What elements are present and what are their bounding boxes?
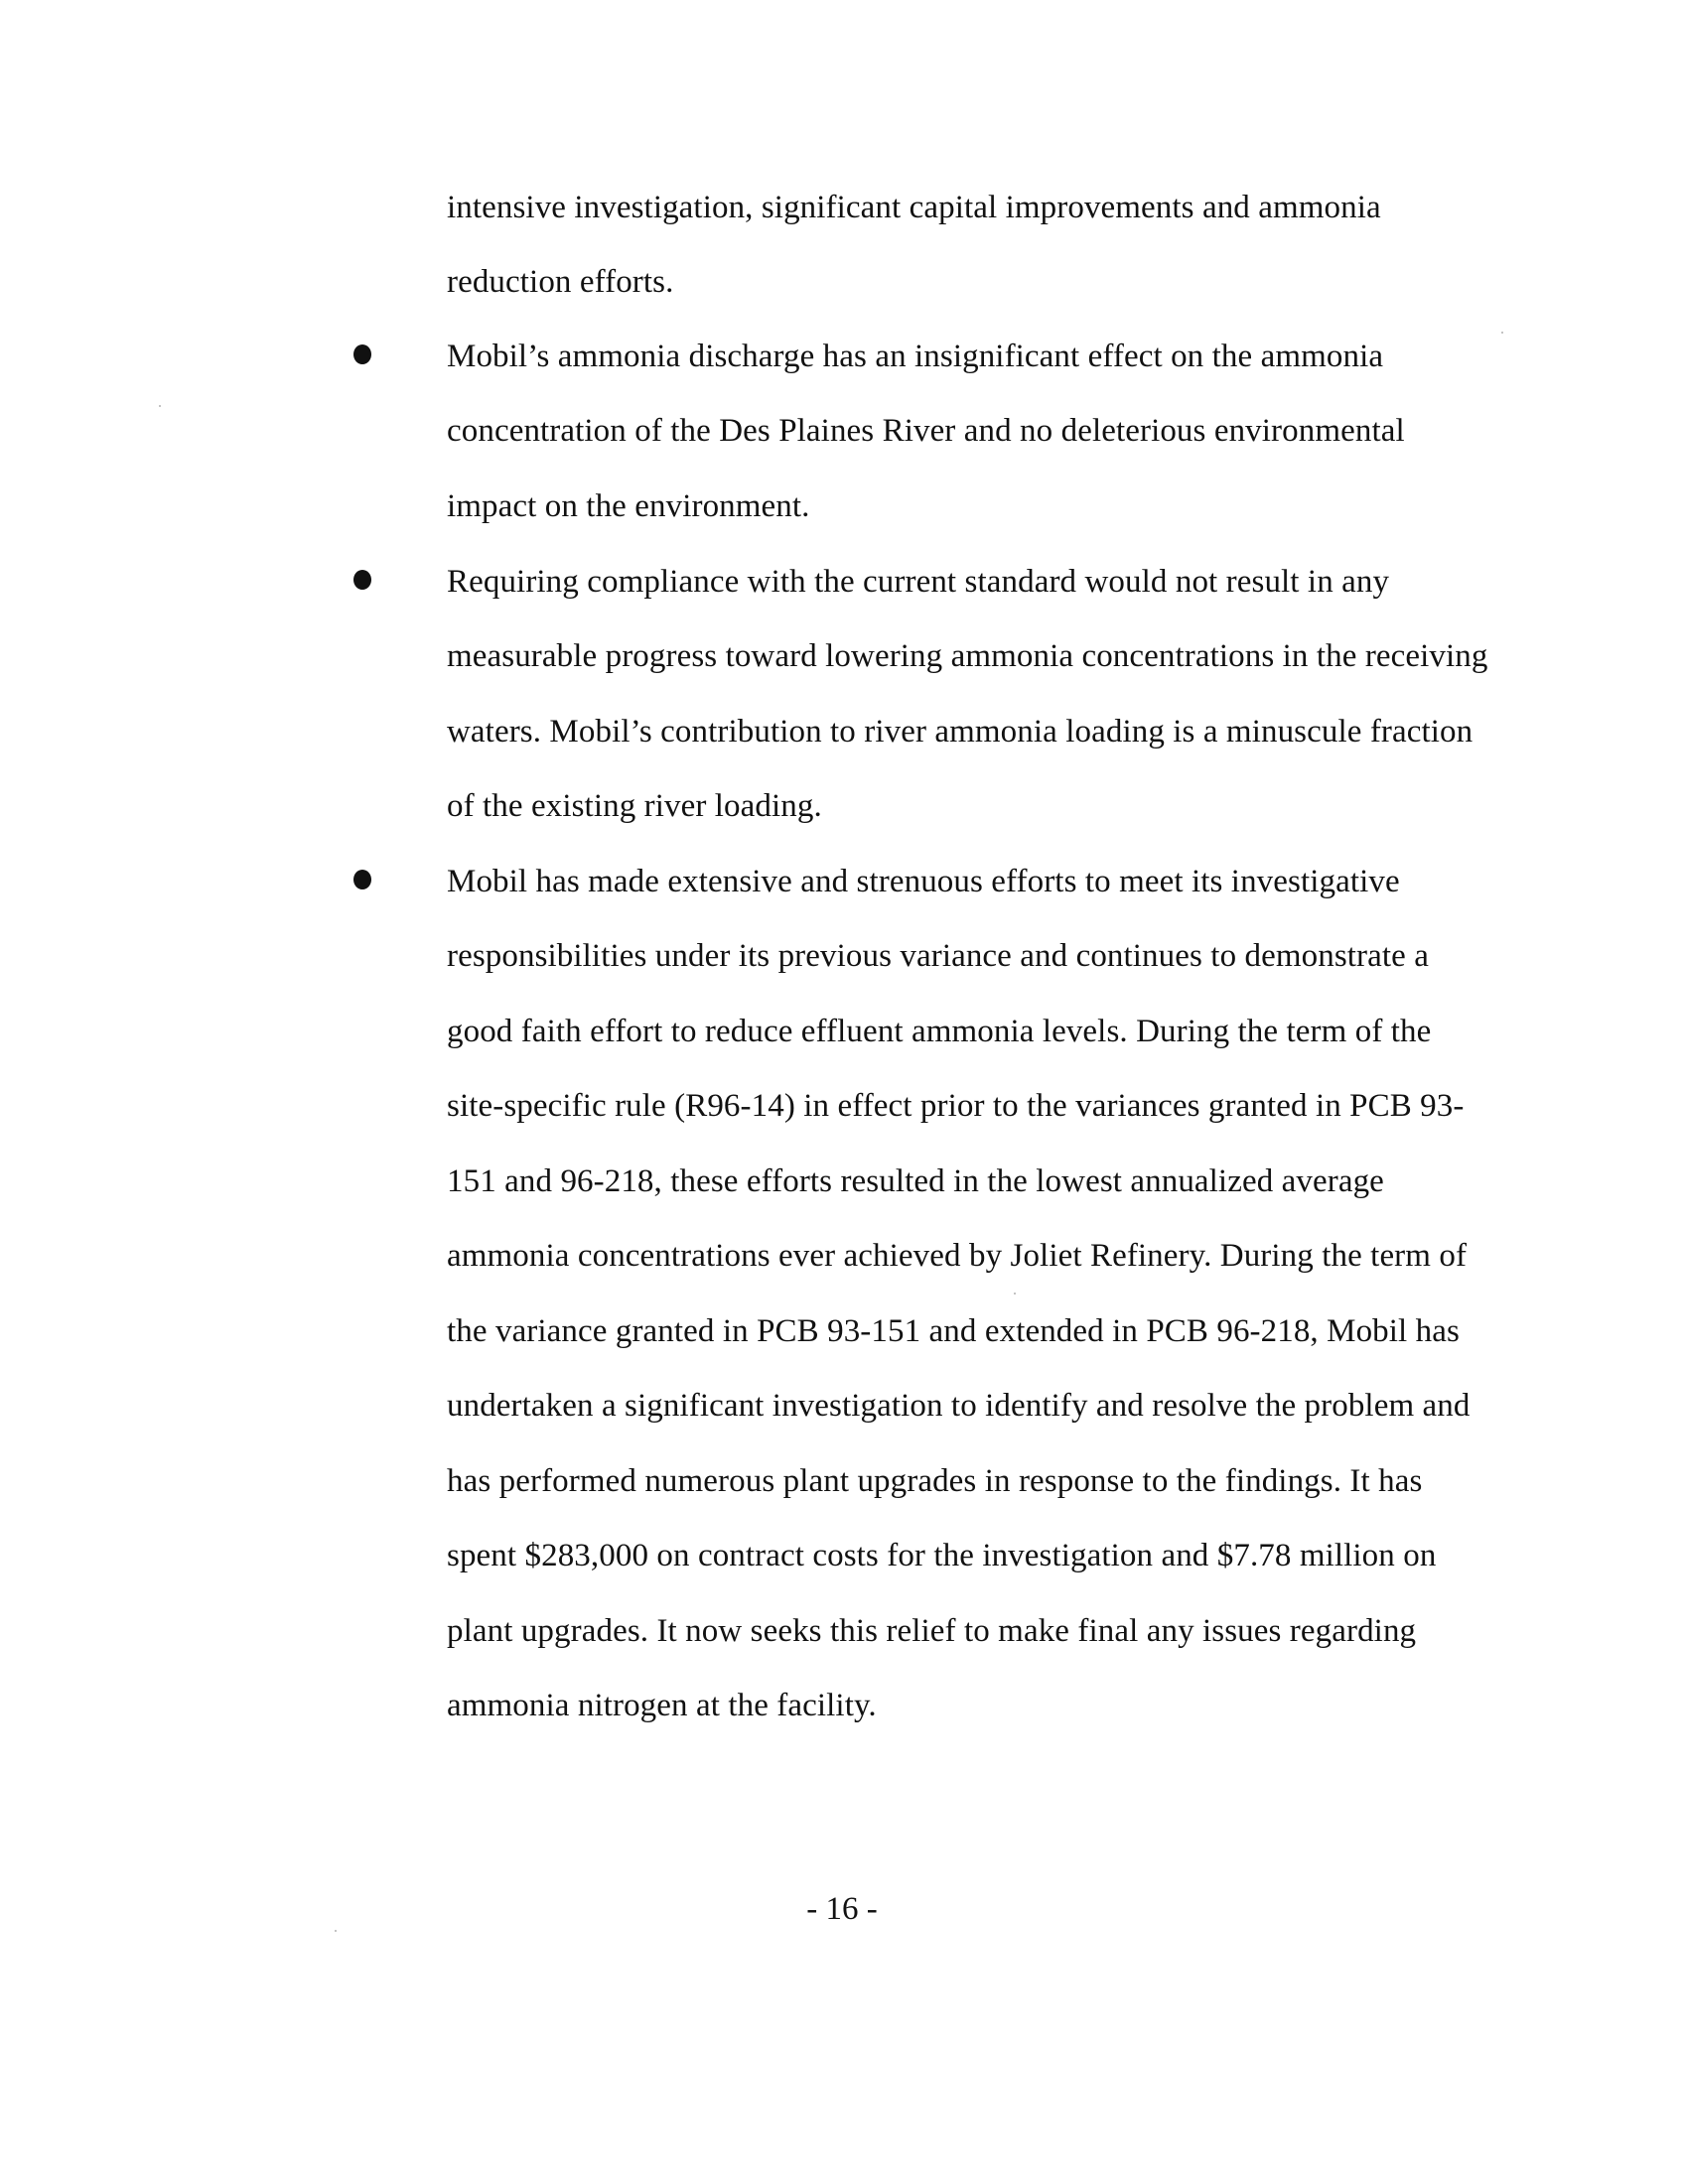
text-line: ammonia concentrations ever achieved by Joliet Refinery. During the term of xyxy=(447,1238,1468,1274)
page-number: - 16 - xyxy=(806,1891,878,1927)
bullet-dot-icon xyxy=(353,870,371,889)
text-line: of the existing river loading. xyxy=(447,788,822,824)
text-line: impact on the environment. xyxy=(447,488,810,524)
bullet-dot-icon xyxy=(353,344,371,364)
text-line: Mobil has made extensive and strenuous efforts to meet its investigative xyxy=(447,864,1400,899)
text-line: waters. Mobil’s contribution to river ammonia loading is a minuscule fraction xyxy=(447,714,1474,750)
scan-speck xyxy=(335,1930,337,1932)
scan-speck xyxy=(159,405,161,407)
text-line: ammonia nitrogen at the facility. xyxy=(447,1688,877,1723)
text-line: concentration of the Des Plaines River and no deleterious environmental xyxy=(447,413,1405,449)
text-line: Mobil’s ammonia discharge has an insignificant effect on the ammonia xyxy=(447,339,1384,374)
text-line: Requiring compliance with the current standard would not result in any xyxy=(447,564,1390,600)
scan-speck xyxy=(1501,332,1503,334)
text-line: site-specific rule (R96-14) in effect prior to the variances granted in PCB 93- xyxy=(447,1088,1465,1124)
text-line: measurable progress toward lowering ammonia concentrations in the receiving xyxy=(447,638,1488,674)
bullet-dot-icon xyxy=(353,570,371,590)
text-line: has performed numerous plant upgrades in response to the findings. It has xyxy=(447,1463,1423,1499)
text-line: spent $283,000 on contract costs for the investigation and $7.78 million on xyxy=(447,1538,1437,1573)
text-line: responsibilities under its previous variance and continues to demonstrate a xyxy=(447,938,1429,974)
text-line: good faith effort to reduce effluent ammonia levels. During the term of the xyxy=(447,1014,1432,1049)
text-line: reduction efforts. xyxy=(447,264,674,300)
text-line: the variance granted in PCB 93-151 and extended in PCB 96-218, Mobil has xyxy=(447,1313,1460,1349)
text-line: 151 and 96-218, these efforts resulted in the lowest annualized average xyxy=(447,1163,1384,1199)
text-line: intensive investigation, significant capital improvements and ammonia xyxy=(447,190,1381,225)
scan-speck xyxy=(1014,1293,1016,1295)
text-line: undertaken a significant investigation to identify and resolve the problem and xyxy=(447,1388,1471,1424)
text-line: plant upgrades. It now seeks this relief to make final any issues regarding xyxy=(447,1613,1417,1649)
